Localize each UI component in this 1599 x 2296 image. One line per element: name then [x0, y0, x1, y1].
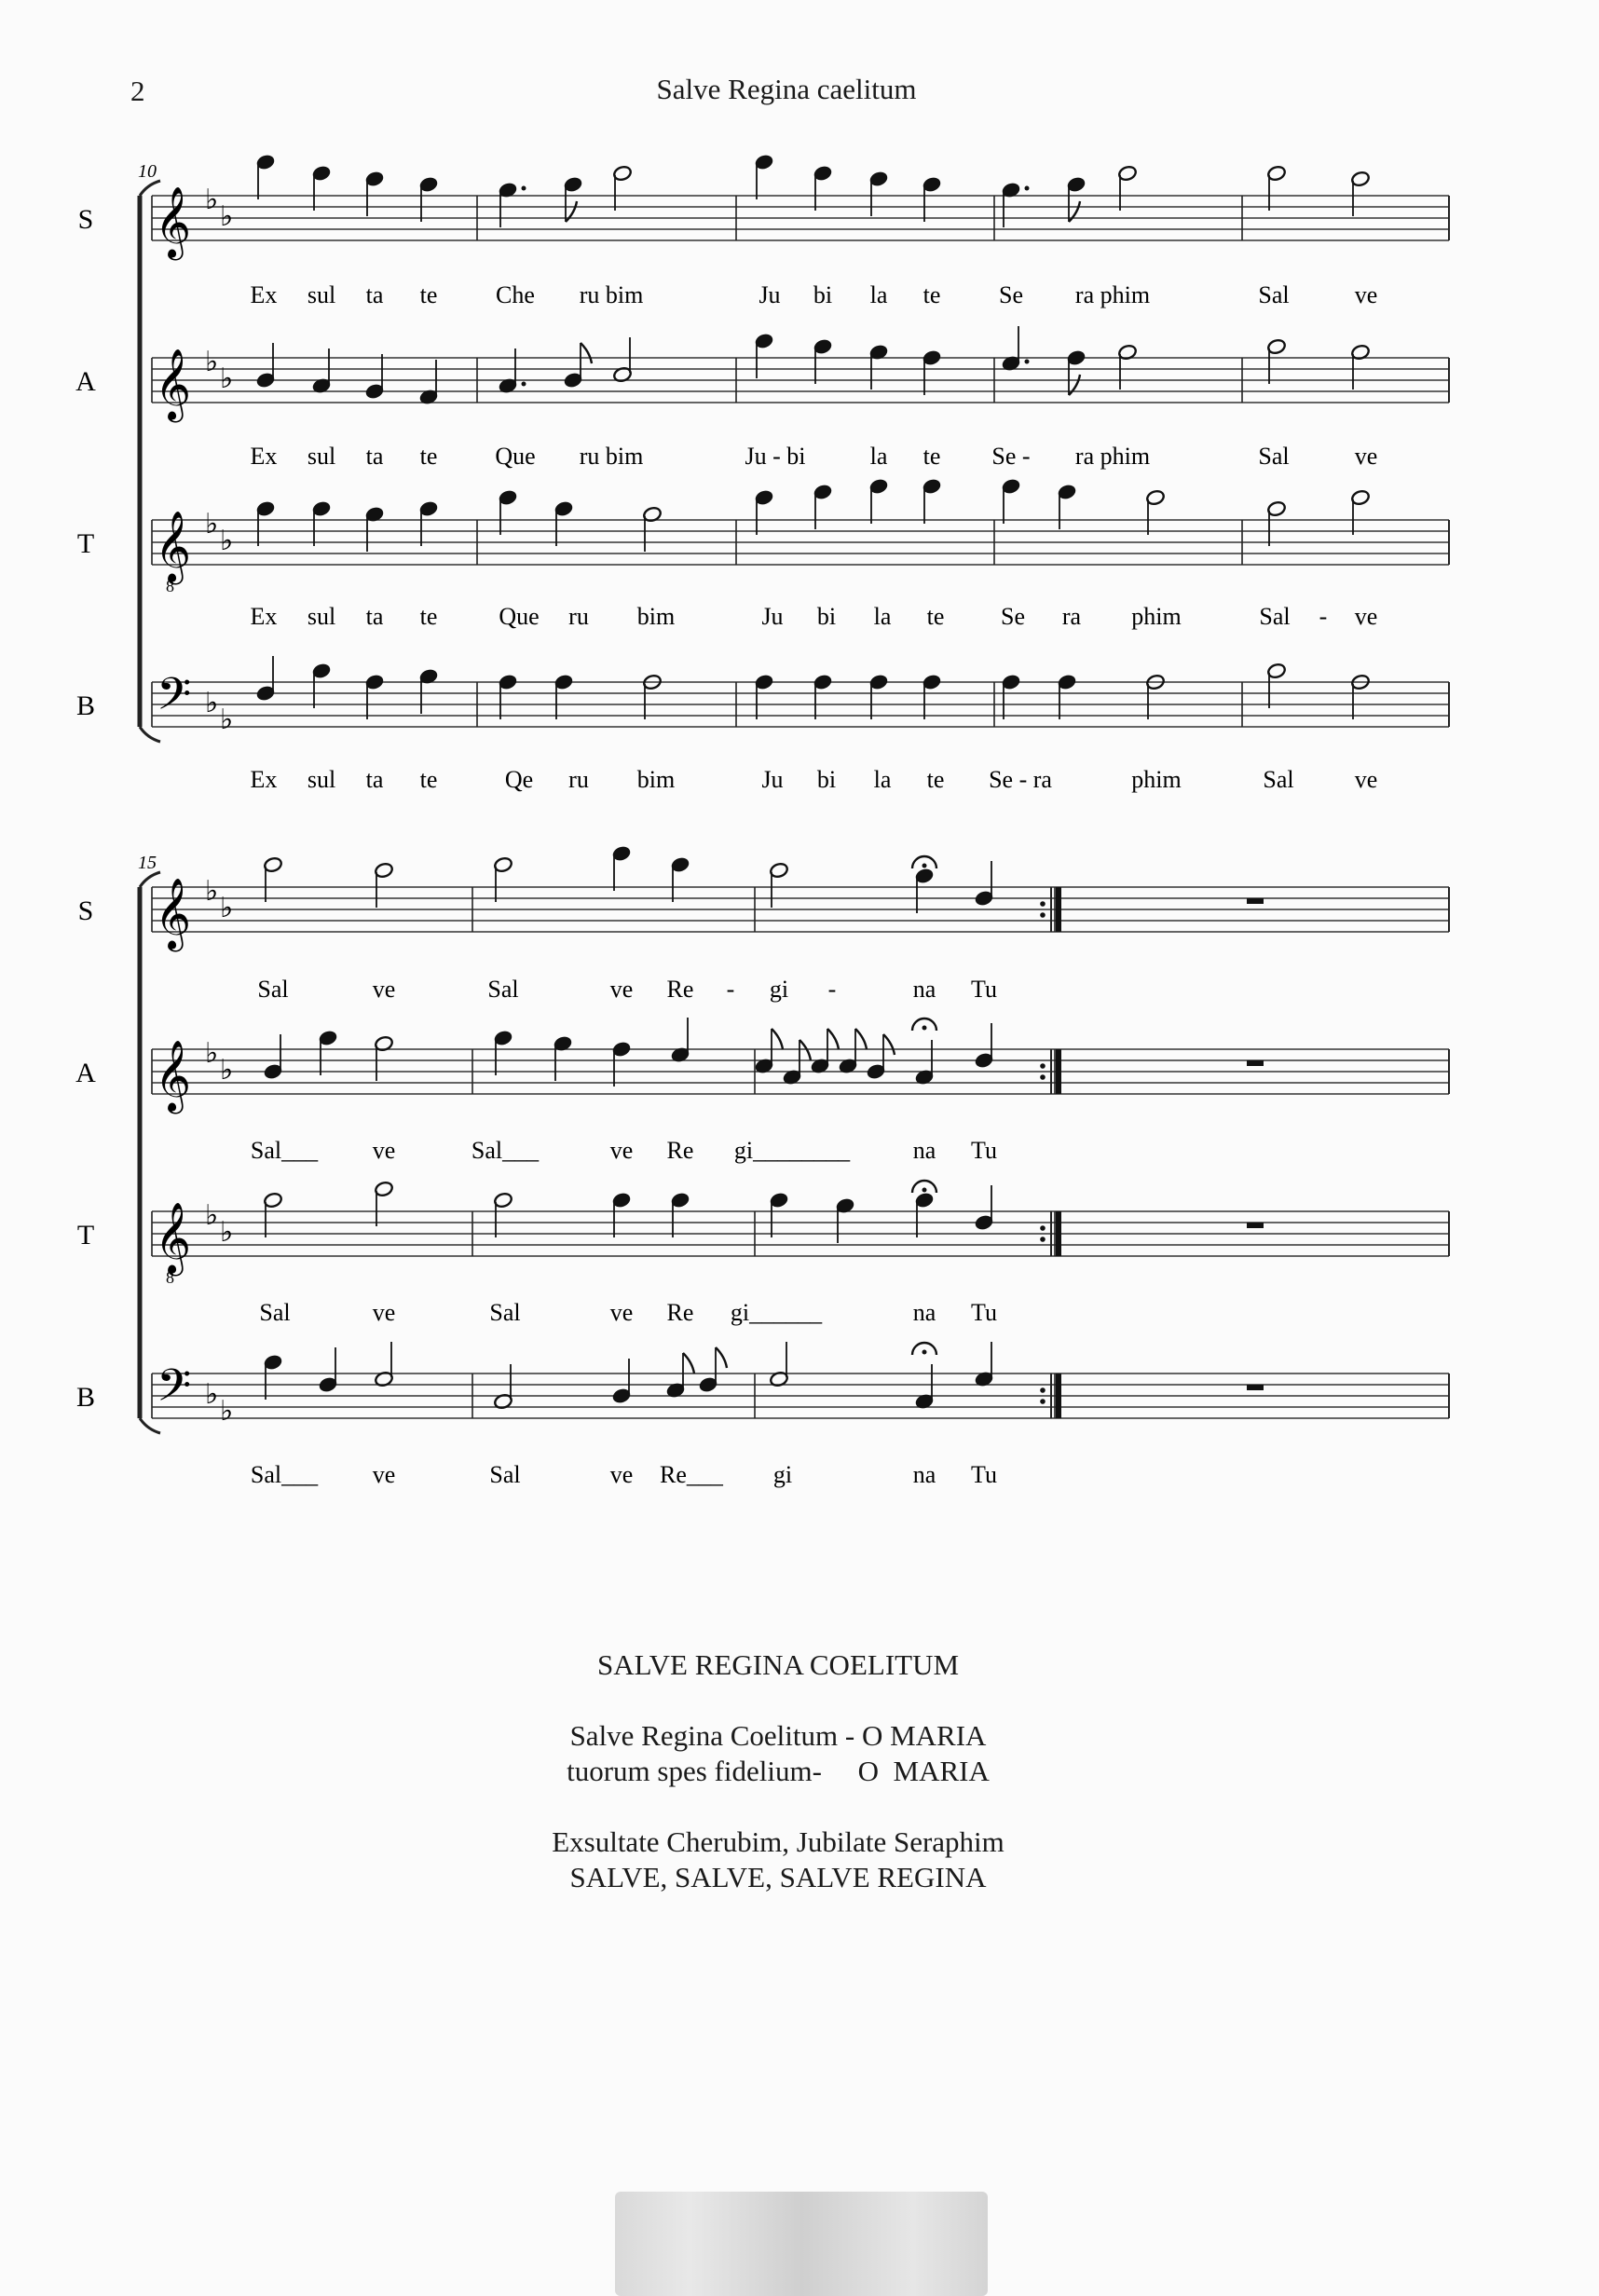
lyric-syllable: ra [1061, 603, 1082, 630]
repeat-dot [1040, 912, 1046, 918]
fermata-dot [922, 1026, 927, 1031]
voice-label: T [76, 1220, 95, 1250]
voice-label: S [77, 204, 94, 235]
notes-0-3 [255, 656, 1370, 719]
lyric-syllable: ve [1354, 766, 1378, 793]
flat-icon: ♭ [220, 1216, 234, 1249]
lyric-syllable: ve [609, 976, 634, 1003]
lyric-syllable: Tu [971, 1299, 997, 1326]
flat-icon: ♭ [205, 687, 219, 719]
treble-clef-icon: 𝄞 [155, 1201, 192, 1274]
flat-icon: ♭ [205, 508, 219, 540]
note-dot [522, 186, 526, 191]
staff-s [78, 875, 1449, 1003]
lyric-syllable: te [419, 603, 438, 630]
page-title: Salve Regina caelitum [656, 73, 917, 105]
score-system-1 [75, 161, 1449, 793]
whole-rest [1247, 1385, 1264, 1390]
lyric-syllable: te [926, 603, 945, 630]
lyric-syllable: ve [372, 1137, 396, 1164]
note-flag [581, 343, 592, 363]
voice-label: B [75, 690, 96, 721]
repeat-dot [1040, 1074, 1046, 1080]
fermata-dot [922, 1188, 927, 1193]
flat-icon: ♭ [205, 346, 219, 378]
note-flag [683, 1353, 694, 1374]
lyric-syllable: Re [666, 1137, 694, 1164]
fermata-dot [922, 1350, 927, 1355]
staff-a [75, 1037, 1449, 1164]
notes-1-1 [263, 1018, 993, 1086]
lyric-syllable: te [922, 443, 941, 470]
lyric-syllable: la [873, 766, 892, 793]
lyric-syllable: Re [666, 1299, 694, 1326]
lyric-syllable: sul [307, 766, 336, 793]
lyric-syllable: gi [769, 976, 789, 1003]
staff-a [75, 346, 1449, 470]
bass-clef-icon: 𝄢 [157, 667, 192, 731]
lyric-syllable: na [912, 976, 936, 1003]
lyric-syllable: te [419, 766, 438, 793]
lyric-syllable: Sal [1258, 443, 1290, 470]
lyrics-stanza-1 [0, 1718, 1556, 1789]
lyric-syllable: Se [999, 281, 1023, 308]
whole-rest [1247, 1223, 1264, 1228]
lyric-syllable: Qe [504, 766, 534, 793]
lyric-syllable: te [419, 281, 438, 308]
lyric-syllable: gi______ [730, 1299, 823, 1326]
treble-clef-icon: 𝄞 [155, 348, 192, 420]
lyric-syllable: Sal [489, 1299, 521, 1326]
lyrics-text-block [0, 1647, 1556, 1931]
lyric-syllable: Tu [971, 976, 997, 1003]
voice-label: S [77, 895, 94, 926]
note-flag [855, 1029, 867, 1049]
lyrics-heading: SALVE REGINA COELITUM [596, 1648, 960, 1681]
flat-icon: ♭ [220, 704, 234, 736]
lyric-syllable: gi [772, 1461, 793, 1488]
lyric-syllable: Ju - bi [745, 443, 806, 470]
lyric-syllable: ta [365, 281, 384, 308]
lyrics-line: tuorum spes fidelium- O MARIA [567, 1755, 990, 1787]
repeat-dot [1040, 1387, 1046, 1393]
note-flag [716, 1347, 727, 1368]
notes-0-2 [255, 478, 1370, 552]
score-system-2 [75, 853, 1449, 1488]
lyric-syllable: Se - [991, 443, 1031, 470]
lyric-syllable: te [922, 281, 941, 308]
lyric-syllable: Tu [971, 1461, 997, 1488]
lyric-syllable: bi [816, 766, 837, 793]
lyric-syllable: ru bim [579, 281, 644, 308]
lyric-syllable: Se [1001, 603, 1025, 630]
lyric-syllable: Ju [758, 281, 781, 308]
treble-clef-icon: 𝄞 [155, 877, 192, 950]
voice-label: A [75, 366, 96, 397]
lyric-syllable: Re [666, 976, 694, 1003]
lyric-syllable: la [869, 443, 888, 470]
staff-b [76, 1359, 1449, 1488]
lyric-syllable: Se - ra [989, 766, 1052, 793]
lyric-syllable: ta [365, 443, 384, 470]
lyric-syllable: ra phim [1074, 443, 1151, 470]
lyric-syllable: bim [636, 603, 676, 630]
treble-clef-icon: 𝄞 [155, 510, 192, 582]
lyric-syllable: Sal [489, 1461, 521, 1488]
lyric-syllable: ta [365, 766, 384, 793]
notes-0-1 [255, 326, 1370, 405]
whole-rest [1247, 898, 1264, 904]
lyric-syllable: la [869, 281, 888, 308]
notes-1-3 [263, 1342, 993, 1410]
lyric-syllable: - [1319, 603, 1328, 630]
note-flag [800, 1040, 811, 1060]
flat-icon: ♭ [205, 1037, 219, 1070]
lyric-syllable: phim [1131, 766, 1182, 793]
lyric-syllable: Re___ [660, 1461, 723, 1488]
treble-clef-icon: 𝄞 [155, 185, 192, 258]
whole-rest [1247, 1060, 1264, 1066]
lyric-syllable: bi [813, 281, 833, 308]
voice-label: B [75, 1382, 96, 1413]
lyric-syllable: ra phim [1074, 281, 1151, 308]
lyric-syllable: Ex [250, 281, 278, 308]
lyrics-line: Salve Regina Coelitum - O MARIA [569, 1719, 987, 1752]
lyric-syllable: te [419, 443, 438, 470]
repeat-dot [1040, 1225, 1046, 1231]
flat-icon: ♭ [205, 1378, 219, 1411]
flat-icon: ♭ [205, 1199, 219, 1232]
lyric-syllable: phim [1131, 603, 1182, 630]
lyric-syllable: ve [372, 976, 396, 1003]
lyric-syllable: ve [1354, 603, 1378, 630]
lyric-syllable: ru [568, 766, 589, 793]
staff-t [77, 1199, 1449, 1326]
note-flag [772, 1029, 783, 1049]
lyric-syllable: la [873, 603, 892, 630]
lyric-syllable: Che [496, 281, 535, 308]
voice-label: A [75, 1058, 96, 1088]
lyric-syllable: ru bim [579, 443, 644, 470]
lyric-syllable: Sal___ [250, 1461, 319, 1488]
lyric-syllable: Sal___ [250, 1137, 319, 1164]
lyric-syllable: na [912, 1299, 936, 1326]
lyrics-line: SALVE, SALVE, SALVE REGINA [569, 1861, 987, 1893]
lyric-syllable: Ju [761, 603, 784, 630]
lyric-syllable: sul [307, 603, 336, 630]
lyric-syllable: na [912, 1137, 936, 1164]
lyric-syllable: - [827, 976, 837, 1003]
lyric-syllable: te [926, 766, 945, 793]
notes-0-0 [255, 154, 1370, 227]
lyric-syllable: Que [499, 603, 540, 630]
flat-icon: ♭ [220, 892, 234, 924]
lyric-syllable: Sal [259, 1299, 291, 1326]
repeat-dot [1040, 1237, 1046, 1242]
lyric-syllable: ve [609, 1461, 634, 1488]
lyric-syllable: Sal [257, 976, 289, 1003]
lyric-syllable: Que [495, 443, 536, 470]
lyric-syllable: Ex [250, 443, 278, 470]
note-dot [1025, 360, 1030, 364]
lyric-syllable: ve [1354, 443, 1378, 470]
lyric-syllable: Sal [1259, 603, 1291, 630]
lyric-syllable: Ex [250, 603, 278, 630]
lyric-syllable: ta [365, 603, 384, 630]
lyrics-stanza-2 [0, 1824, 1556, 1895]
lyric-syllable: Tu [971, 1137, 997, 1164]
measure-number: 15 [138, 853, 157, 873]
lyric-syllable: Ju [761, 766, 784, 793]
lyric-syllable: ve [609, 1137, 634, 1164]
note-dot [522, 382, 526, 387]
notes-1-0 [263, 845, 993, 913]
flat-icon: ♭ [220, 1054, 234, 1086]
lyric-syllable: ve [372, 1299, 396, 1326]
lyric-syllable: - [726, 976, 735, 1003]
lyric-syllable: na [912, 1461, 936, 1488]
lyric-syllable: sul [307, 443, 336, 470]
lyric-syllable: Sal___ [471, 1137, 540, 1164]
repeat-dot [1040, 1399, 1046, 1404]
flat-icon: ♭ [220, 1395, 234, 1428]
repeat-dot [1040, 1063, 1046, 1069]
flat-icon: ♭ [220, 362, 234, 395]
octave-mark-icon: 8 [166, 576, 174, 595]
lyric-syllable: Sal [487, 976, 519, 1003]
lyric-syllable: bim [636, 766, 676, 793]
voice-label: T [76, 528, 95, 559]
note-flag [883, 1034, 895, 1055]
lyric-syllable: Ex [250, 766, 278, 793]
lyric-syllable: ve [609, 1299, 634, 1326]
staff-t [77, 508, 1449, 630]
lyric-syllable: ve [372, 1461, 396, 1488]
lyric-syllable: sul [307, 281, 336, 308]
lyric-syllable: bi [816, 603, 837, 630]
flat-icon: ♭ [220, 525, 234, 557]
measure-number: 10 [138, 161, 157, 182]
lyric-syllable: ru [568, 603, 589, 630]
flat-icon: ♭ [205, 875, 219, 908]
lyric-syllable: ve [1354, 281, 1378, 308]
scanner-artifact [615, 2192, 988, 2296]
bass-clef-icon: 𝄢 [157, 1359, 192, 1423]
staff-s [78, 184, 1449, 308]
lyric-syllable: Sal [1263, 766, 1294, 793]
octave-mark-icon: 8 [166, 1267, 174, 1287]
treble-clef-icon: 𝄞 [155, 1039, 192, 1112]
note-dot [1025, 186, 1030, 191]
note-flag [827, 1029, 839, 1049]
lyric-syllable: Sal [1258, 281, 1290, 308]
fermata-dot [922, 864, 927, 868]
flat-icon: ♭ [220, 200, 234, 233]
repeat-dot [1040, 901, 1046, 907]
page-number: 2 [130, 75, 145, 107]
lyric-syllable: gi________ [733, 1137, 851, 1164]
lyrics-line: Exsultate Cherubim, Jubilate Seraphim [552, 1825, 1004, 1858]
flat-icon: ♭ [205, 184, 219, 216]
